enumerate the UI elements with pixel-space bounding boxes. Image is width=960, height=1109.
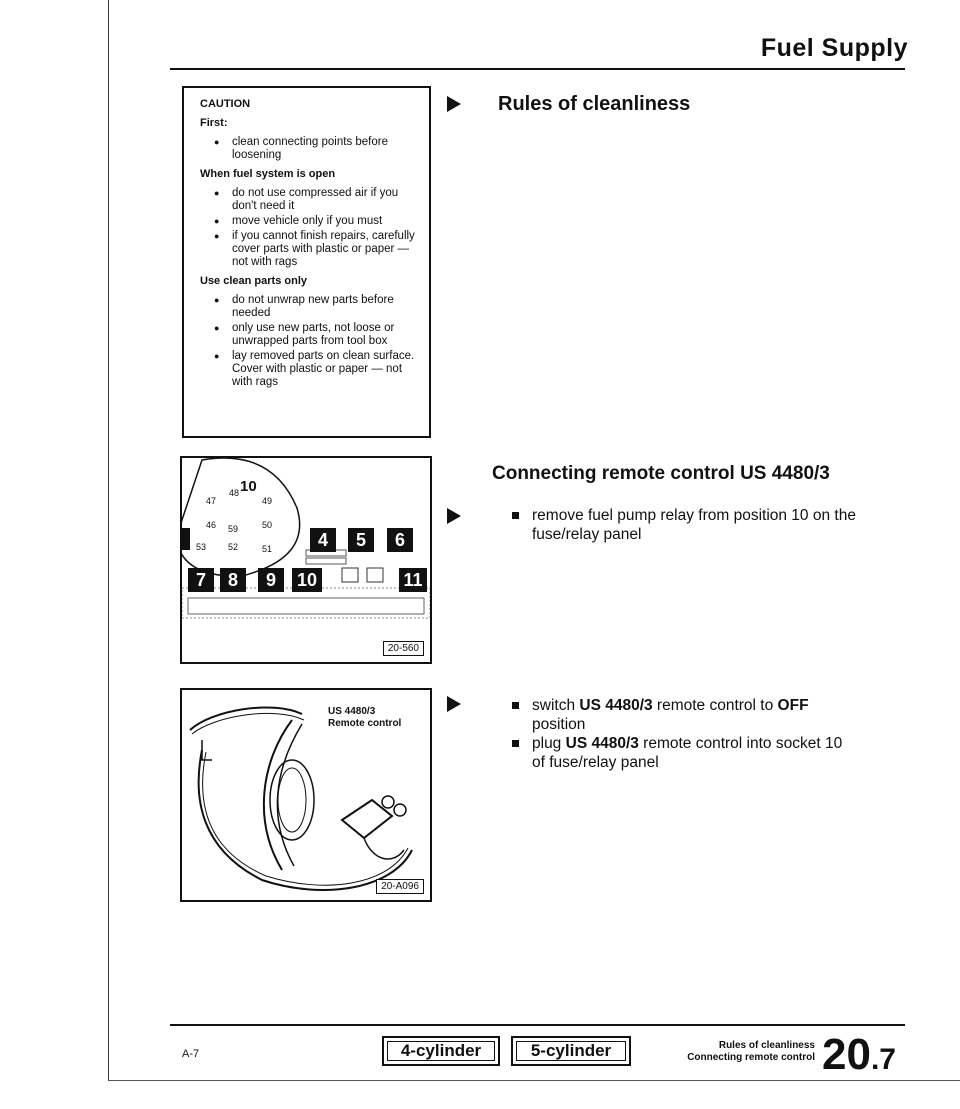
caution-heading: CAUTION	[200, 98, 251, 110]
arrow-icon	[447, 696, 461, 712]
detail-number: 52	[228, 542, 239, 552]
caution-item: ● move vehicle only if you must	[214, 215, 415, 228]
caution-box	[182, 86, 431, 438]
remote-label-line1: US 4480/3	[328, 706, 376, 717]
page-code: A-7	[182, 1048, 200, 1060]
header-rule	[170, 68, 905, 70]
caution-clean-list	[200, 294, 415, 389]
page-number-minor: .7	[870, 1043, 896, 1076]
detail-number: 49	[262, 496, 273, 506]
tool-number: US 4480/3	[579, 697, 653, 714]
page-number-major: 20	[822, 1030, 871, 1079]
figure-ref: 20-560	[383, 641, 424, 656]
caution-first-label: First:	[200, 117, 228, 129]
relay-11: 11	[399, 568, 427, 592]
footer-caption	[645, 1040, 815, 1064]
caution-clean-label: Use clean parts only	[200, 275, 307, 287]
caution-open-label: When fuel system is open	[200, 168, 336, 180]
detail-number: 51	[262, 544, 273, 554]
detail-number: 48	[229, 488, 240, 498]
section-title-cleanliness: Rules of cleanliness	[498, 93, 691, 115]
page-title: Fuel Supply	[760, 34, 908, 62]
tab-5-cylinder[interactable]: 5-cylinder	[511, 1036, 631, 1066]
caution-item: ● clean connecting points before loosening	[214, 136, 415, 162]
detail-number: 50	[262, 520, 273, 530]
relay-panel-drawing	[182, 458, 430, 662]
caution-item: ● lay removed parts on clean surface. Cover with plastic or paper — not with rags	[214, 350, 415, 389]
relay-9: 9	[258, 568, 284, 592]
detail-number: 46	[206, 520, 217, 530]
figure-ref: 20-A096	[376, 879, 424, 894]
remote-control-figure	[180, 688, 432, 902]
caution-first-list	[200, 136, 415, 162]
footer-caption-line1: Rules of cleanliness	[718, 1040, 815, 1051]
caution-open-list	[200, 187, 415, 269]
remove-step-list	[510, 506, 860, 544]
page-number	[822, 1030, 896, 1080]
remove-step: remove fuel pump relay from position 10 on the fuse/relay panel	[510, 506, 860, 544]
tool-number: US 4480/3	[565, 735, 639, 752]
relay-4: 4	[310, 528, 336, 552]
remote-label-line2: Remote control	[328, 718, 402, 729]
page-border-left	[108, 0, 109, 1080]
relay-6: 6	[387, 528, 413, 552]
relay-8: 8	[220, 568, 246, 592]
relay-panel-figure	[180, 456, 432, 664]
relay-10: 10	[292, 568, 322, 592]
switch-state: OFF	[777, 697, 809, 714]
detail-label-10: 10	[240, 478, 257, 495]
footer-rule	[170, 1024, 905, 1026]
switch-step: switch US 4480/3 remote control to OFF position	[510, 696, 850, 734]
caution-item: ● do not unwrap new parts before needed	[214, 294, 415, 320]
plug-step: plug US 4480/3 remote control into socket 10 of fuse/relay panel	[510, 734, 850, 772]
tab-4-cylinder[interactable]: 4-cylinder	[382, 1036, 500, 1066]
plug-step-list	[510, 696, 850, 772]
arrow-icon	[447, 96, 461, 112]
relay-5: 5	[348, 528, 374, 552]
caution-item: ● if you cannot finish repairs, carefully cover parts with plastic or paper — not with rags	[214, 230, 415, 269]
page-border-bottom	[108, 1080, 960, 1081]
section-title-remote: Connecting remote control US 4480/3	[492, 463, 830, 484]
relay-7: 7	[188, 568, 214, 592]
footer-caption-line2: Connecting remote control	[687, 1052, 815, 1063]
detail-number: 59	[228, 524, 239, 534]
caution-item: ● only use new parts, not loose or unwrapped parts from tool box	[214, 322, 415, 348]
caution-item: ● do not use compressed air if you don't need it	[214, 187, 415, 213]
detail-number: 53	[196, 542, 207, 552]
detail-number: 47	[206, 496, 217, 506]
arrow-icon	[447, 508, 461, 524]
